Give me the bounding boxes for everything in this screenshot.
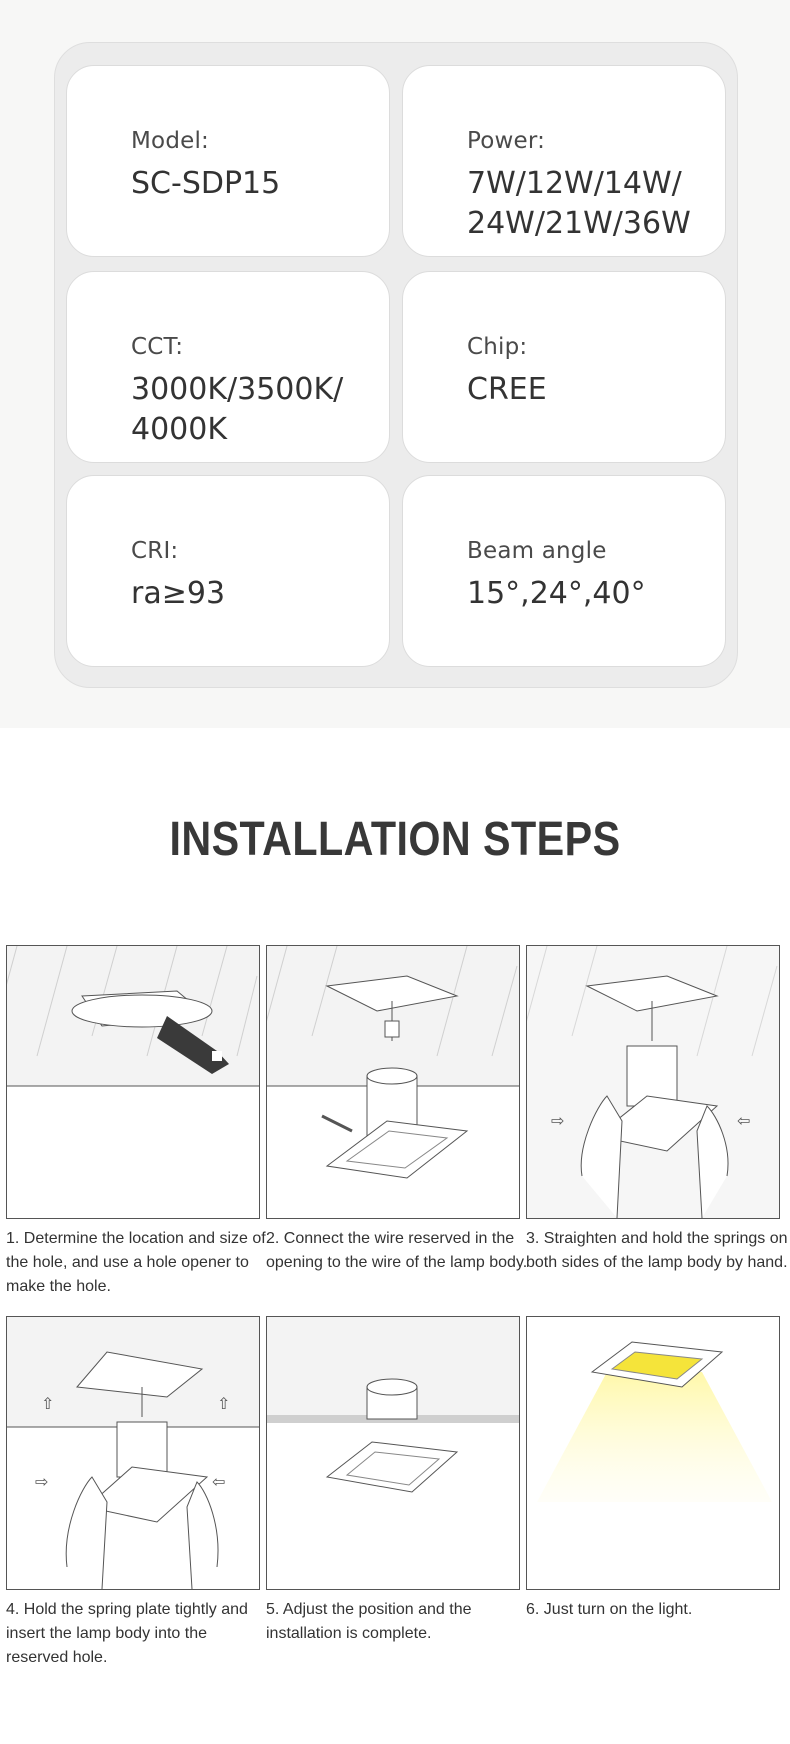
spec-label: CRI:	[131, 538, 179, 564]
spec-value: SC-SDP15	[131, 166, 281, 201]
step-2-caption: 2. Connect the wire reserved in the opening to the wire of the lamp body.	[266, 1230, 528, 1271]
spec-value: ra≥93	[131, 576, 226, 611]
spec-card-model	[66, 65, 390, 257]
svg-text:⇨: ⇨	[35, 1472, 49, 1491]
specs-section	[0, 0, 790, 728]
hole-cutting-icon	[7, 946, 259, 1218]
spec-card-power	[402, 65, 726, 257]
step-6-caption: 6. Just turn on the light.	[526, 1601, 693, 1618]
step-4-illustration	[6, 1316, 260, 1590]
step-1-caption: 1. Determine the location and size of the hole, and use a hole opener to make the hole.	[6, 1230, 266, 1295]
step-3-illustration	[526, 945, 780, 1219]
spec-label: Model:	[131, 128, 210, 154]
section-title: INSTALLATION STEPS	[169, 813, 621, 866]
insert-lamp-icon	[7, 1317, 259, 1589]
spec-value: CREE	[467, 372, 547, 407]
step-4-caption: 4. Hold the spring plate tightly and insert the lamp body into the reserved hole.	[6, 1601, 248, 1666]
spec-card-cri	[66, 475, 390, 667]
svg-text:⇦: ⇦	[212, 1472, 226, 1491]
spec-card-chip	[402, 271, 726, 463]
spec-value: 3000K/3500K/ 4000K	[131, 372, 344, 447]
svg-text:⇨: ⇨	[551, 1111, 565, 1130]
light-on-icon	[527, 1317, 779, 1589]
spec-label: Chip:	[467, 334, 528, 360]
step-5-caption: 5. Adjust the position and the installation is complete.	[266, 1601, 472, 1642]
spec-label: Beam angle	[467, 538, 607, 564]
installed-lamp-icon	[267, 1317, 519, 1589]
wire-connection-icon	[267, 946, 519, 1218]
step-1-illustration	[6, 945, 260, 1219]
spec-label: Power:	[467, 128, 546, 154]
svg-text:⇦: ⇦	[737, 1111, 751, 1130]
spec-card-cct	[66, 271, 390, 463]
step-2-illustration	[266, 945, 520, 1219]
spring-straighten-icon	[527, 946, 779, 1218]
specs-panel	[54, 42, 738, 688]
svg-text:⇧: ⇧	[41, 1394, 55, 1413]
svg-text:⇧: ⇧	[217, 1394, 231, 1413]
step-3-caption: 3. Straighten and hold the springs on both sides of the lamp body by hand.	[526, 1230, 788, 1271]
step-5-illustration	[266, 1316, 520, 1590]
spec-label: CCT:	[131, 334, 184, 360]
spec-value: 7W/12W/14W/ 24W/21W/36W	[467, 166, 691, 241]
spec-card-beam-angle	[402, 475, 726, 667]
step-6-illustration	[526, 1316, 780, 1590]
spec-value: 15°,24°,40°	[467, 576, 646, 611]
